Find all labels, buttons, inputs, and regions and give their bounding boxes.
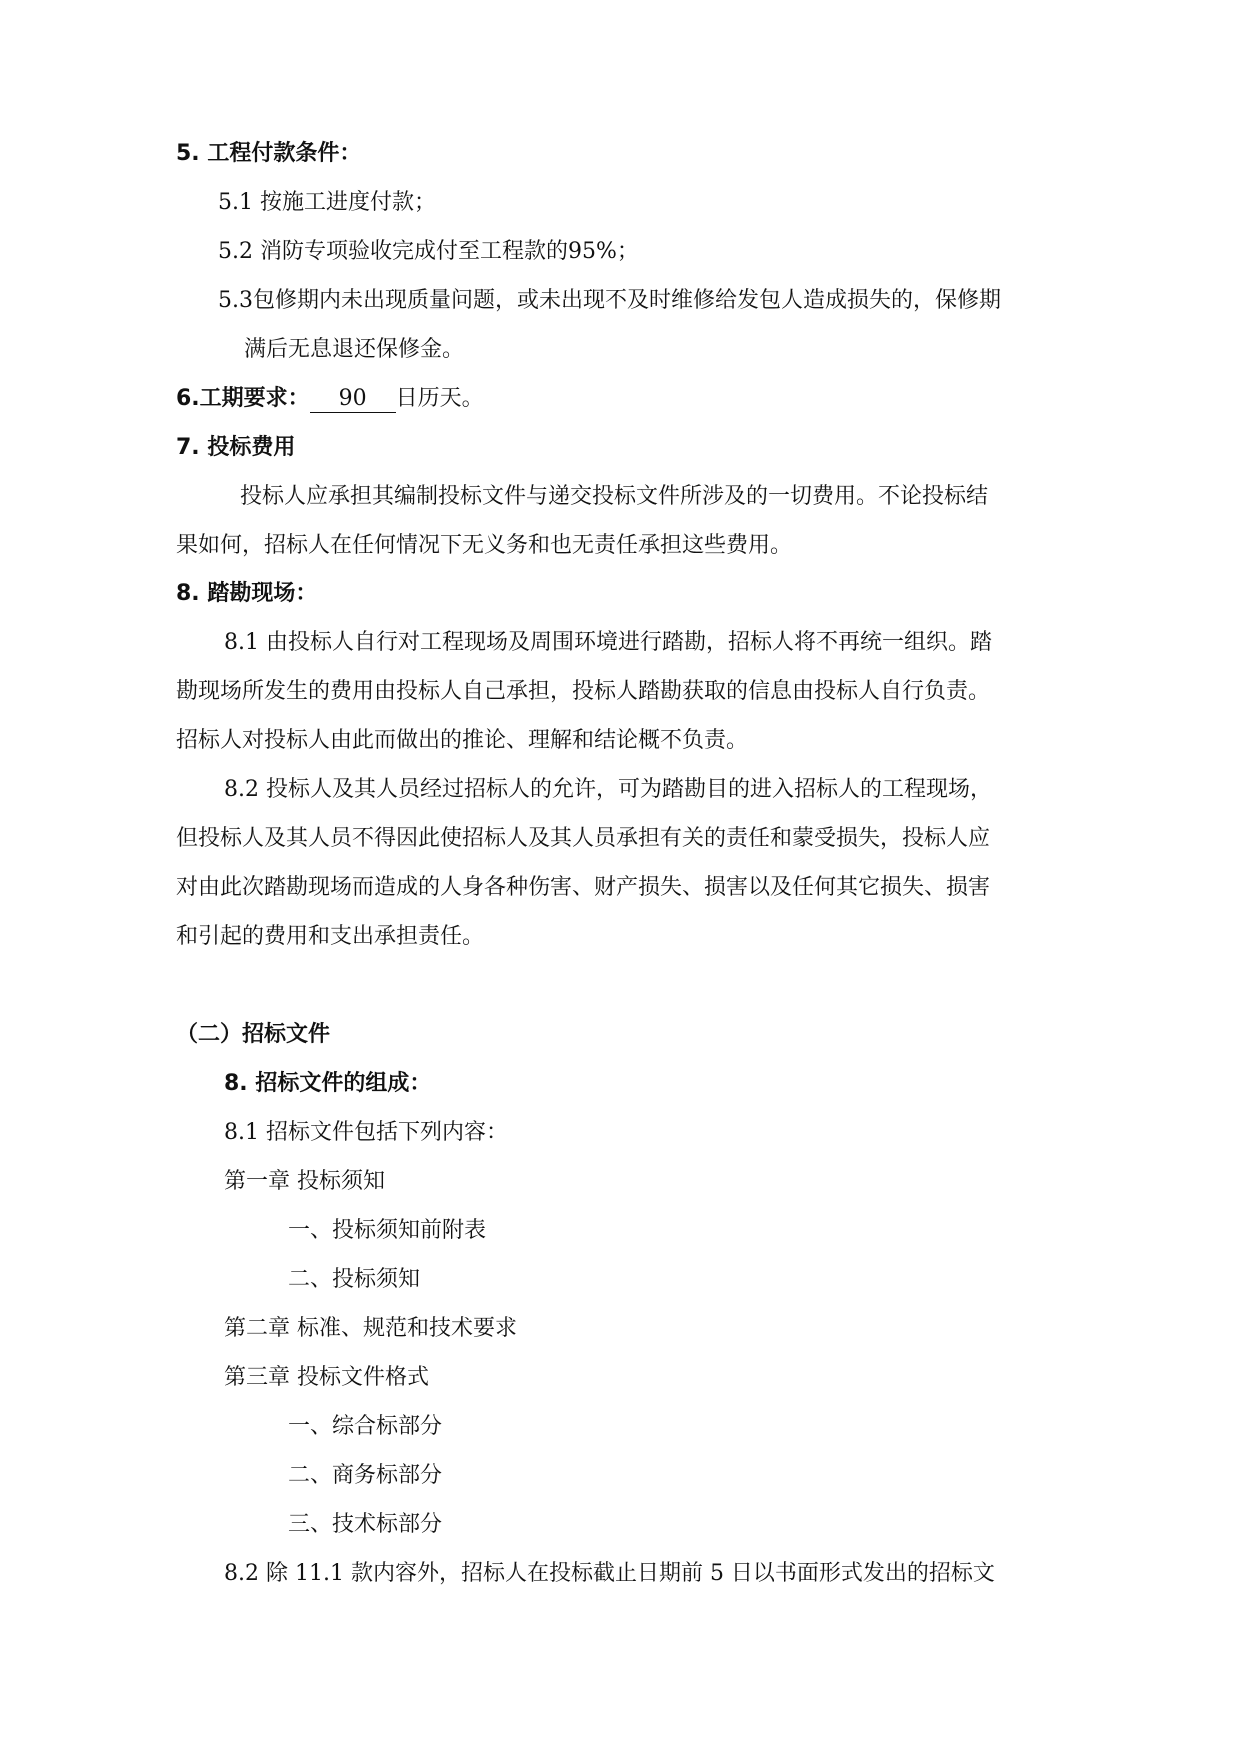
chapter-2: 第二章 标准、规范和技术要求 [224,1316,517,1341]
clause-5-3-line2: 满后无息退还保修金。 [244,337,465,362]
clause-5-1: 5.1 按施工进度付款； [218,190,436,215]
section-5-heading: 5. 工程付款条件： [176,141,362,166]
clause-5-2: 5.2 消防专项验收完成付至工程款的95%； [218,239,639,264]
clause-8-2-line1: 8.2 投标人及其人员经过招标人的允许，可为踏勘目的进入招标人的工程现场， [224,777,992,802]
clause-8-1-intro: 8.1 招标文件包括下列内容： [224,1120,508,1145]
part-2-heading: （二）招标文件 [176,1022,331,1047]
section-6-line [176,384,484,414]
clause-8-1-line2: 勘现场所发生的费用由投标人自己承担，投标人踏勘获取的信息由投标人自行负责。 [176,679,991,704]
part-2-subheading: 8. 招标文件的组成： [224,1071,432,1096]
clause-8-2-amendment: 8.2 除 11.1 款内容外，招标人在投标截止日期前 5 日以书面形式发出的招标文 [224,1561,995,1586]
duration-suffix: 日历天。 [395,386,484,411]
section-7-para-line2: 果如何，招标人在任何情况下无义务和也无责任承担这些费用。 [176,533,793,558]
chapter-1: 第一章 投标须知 [224,1169,385,1194]
chapter-3-item-2: 二、商务标部分 [288,1463,443,1488]
chapter-3-item-1: 一、综合标部分 [288,1414,443,1439]
section-8-heading: 8. 踏勘现场： [176,581,318,606]
clause-8-2-line2: 但投标人及其人员不得因此使招标人及其人员承担有关的责任和蒙受损失，投标人应 [176,826,991,851]
chapter-3: 第三章 投标文件格式 [224,1365,429,1390]
clause-8-1-line3: 招标人对投标人由此而做出的推论、理解和结论概不负责。 [176,728,749,753]
section-6-label: 6.工期要求： [176,386,310,411]
chapter-1-item-2: 二、投标须知 [288,1267,421,1292]
duration-value: 90 [310,386,396,413]
clause-8-1-line1: 8.1 由投标人自行对工程现场及周围环境进行踏勘，招标人将不再统一组织。踏 [224,630,992,655]
clause-8-2-line3: 对由此次踏勘现场而造成的人身各种伤害、财产损失、损害以及任何其它损失、损害 [176,875,991,900]
clause-8-2-line4: 和引起的费用和支出承担责任。 [176,924,485,949]
clause-5-3-line1: 5.3包修期内未出现质量问题，或未出现不及时维修给发包人造成损失的，保修期 [218,288,1001,313]
chapter-1-item-1: 一、投标须知前附表 [288,1218,487,1243]
chapter-3-item-3: 三、技术标部分 [288,1512,443,1537]
section-7-heading: 7. 投标费用 [176,435,296,460]
section-7-para-line1: 投标人应承担其编制投标文件与递交投标文件所涉及的一切费用。不论投标结 [240,484,989,509]
